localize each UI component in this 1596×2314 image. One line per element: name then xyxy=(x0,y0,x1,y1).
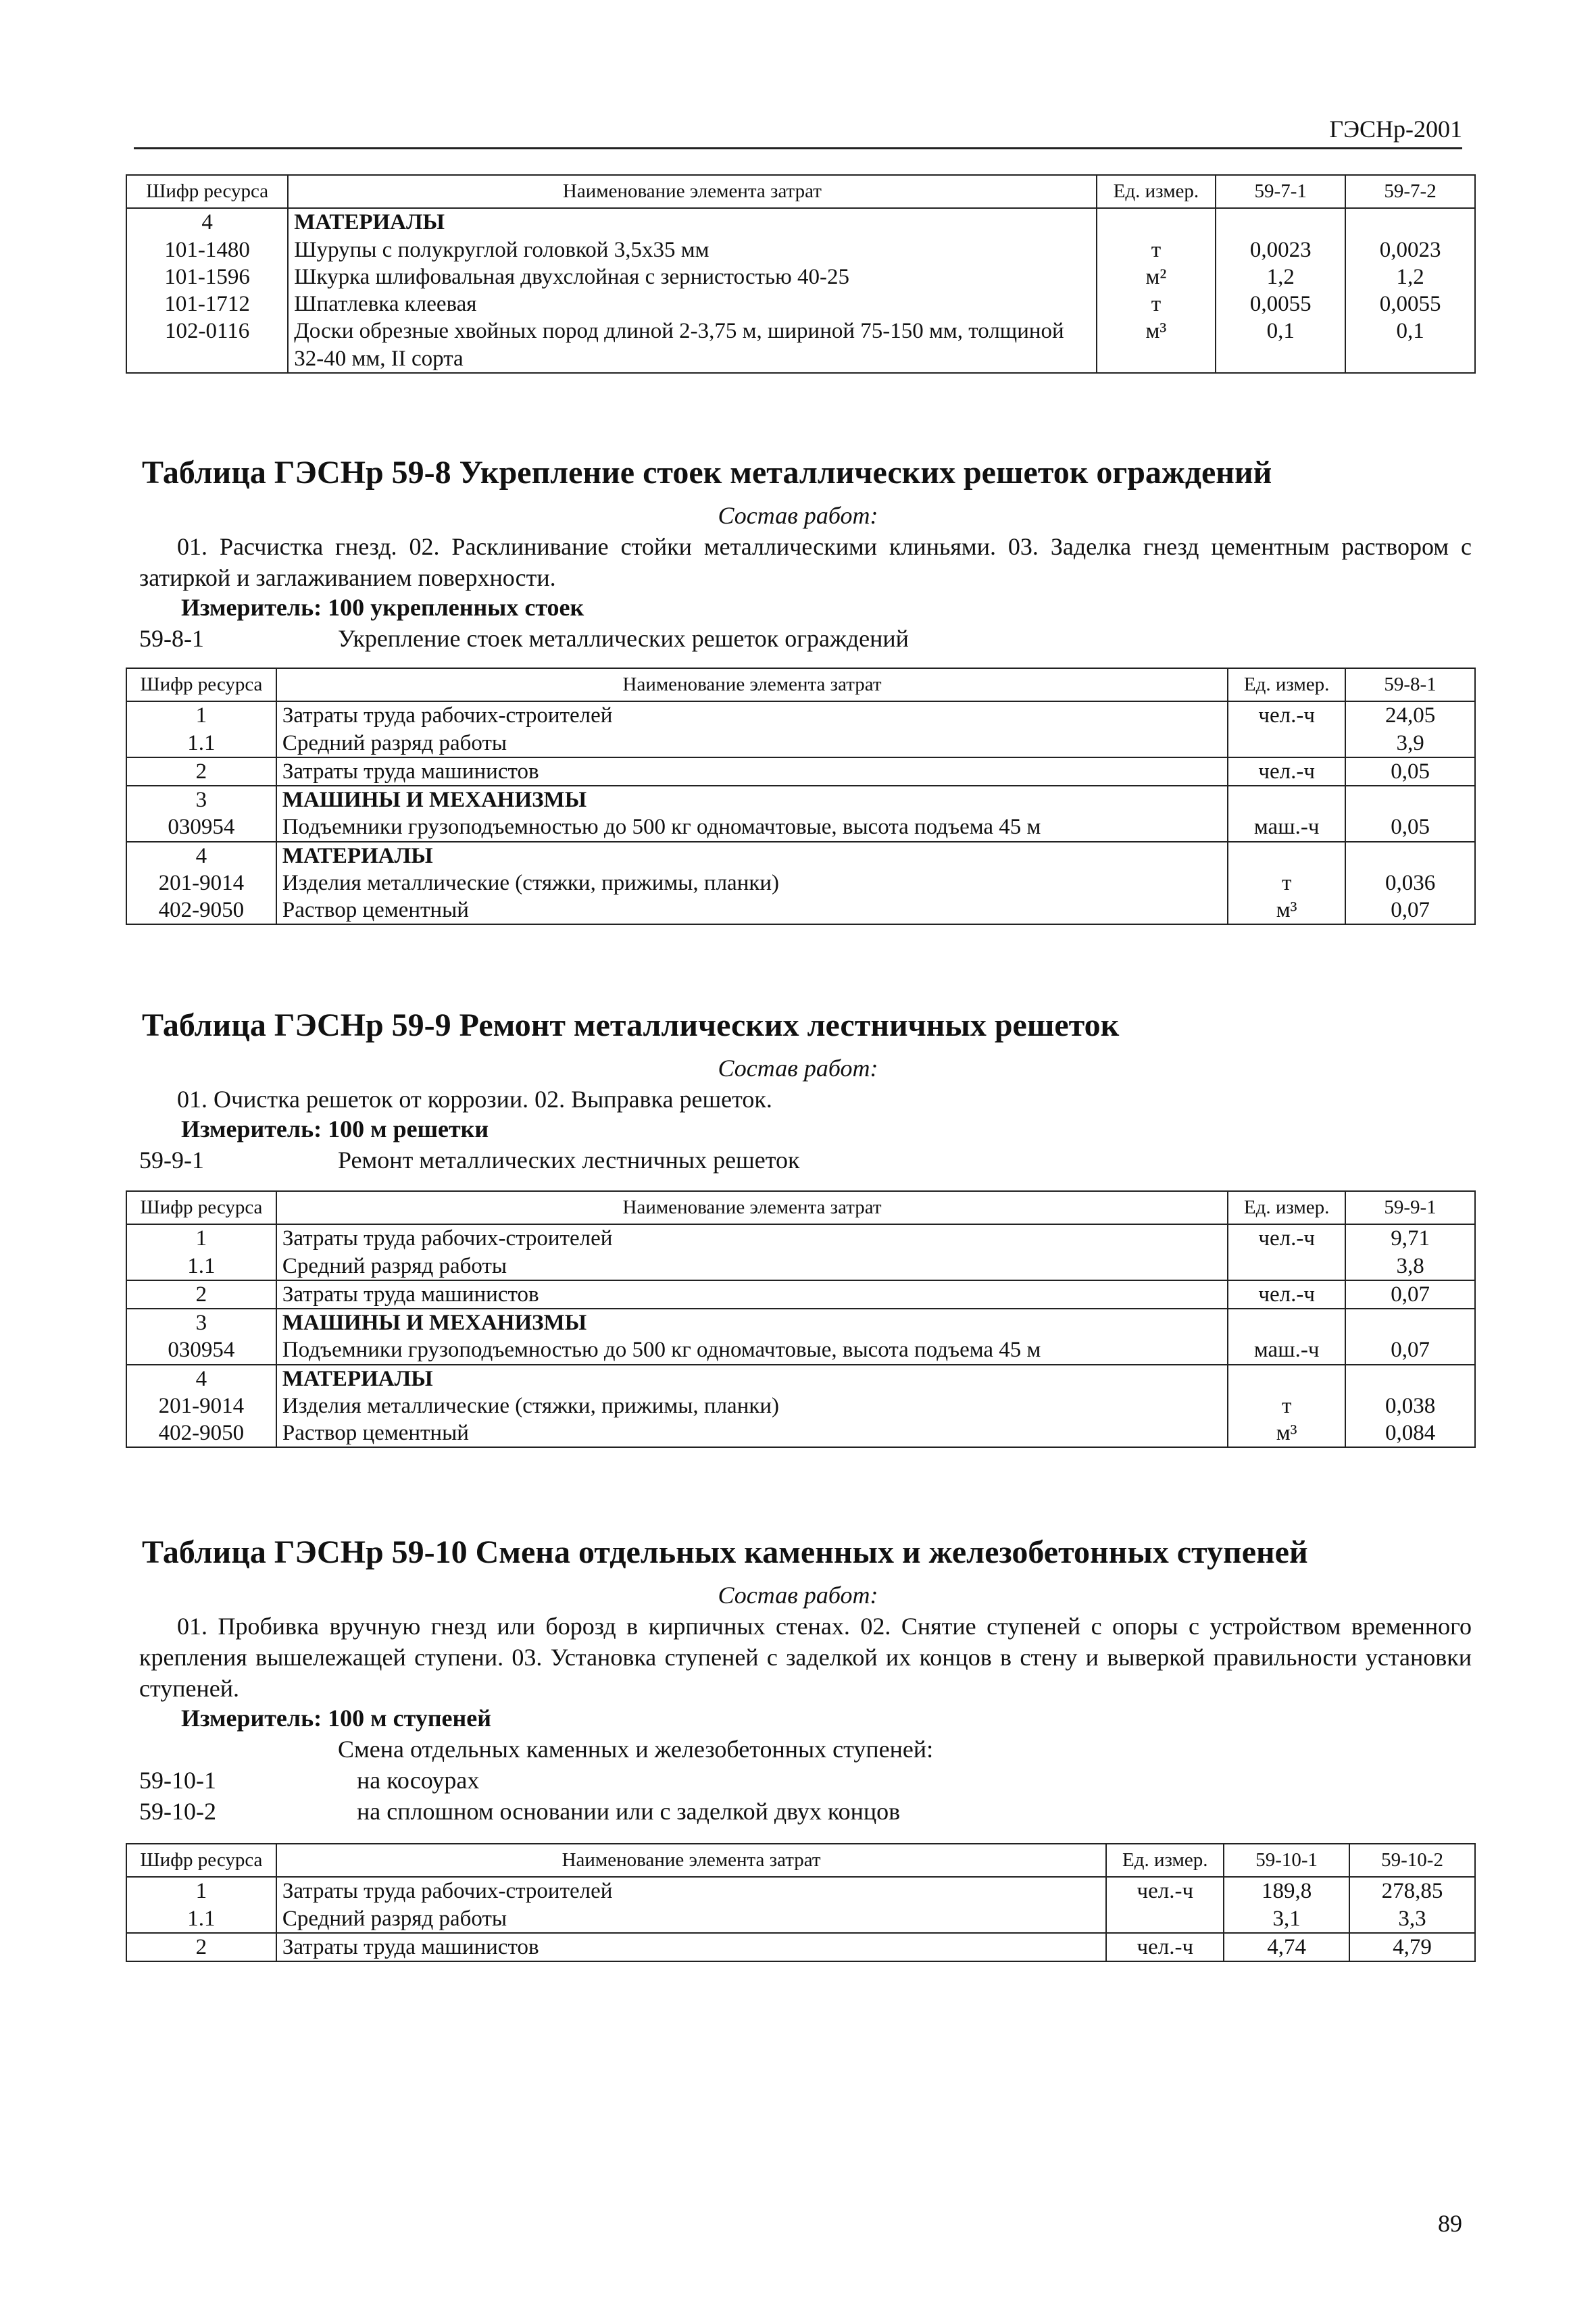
table-59-10 xyxy=(126,1843,1476,1962)
col-header-unit: Ед. измер. xyxy=(1228,1191,1345,1224)
col-header-59-9-1: 59-9-1 xyxy=(1345,1191,1475,1224)
cell-name: Затраты труда рабочих-строителей xyxy=(276,701,1228,729)
col-header-code: Шифр ресурса xyxy=(126,1844,276,1877)
cell-unit: чел.-ч xyxy=(1228,1280,1345,1309)
work-composition-label: Состав работ: xyxy=(718,1582,878,1609)
cell-code: 2 xyxy=(126,1280,276,1309)
table-header-row xyxy=(126,668,1475,701)
norm-description: Ремонт металлических лестничных решеток xyxy=(338,1147,800,1174)
cell-name: Затраты труда машинистов xyxy=(276,1280,1228,1309)
cell-name: Изделия металлические (стяжки, прижимы, планки) xyxy=(276,1392,1228,1419)
table-row xyxy=(126,1336,1475,1364)
table-row xyxy=(126,813,1475,841)
norm-description: на косоурах xyxy=(357,1767,480,1794)
cell-unit xyxy=(1228,1309,1345,1336)
table-row xyxy=(126,757,1475,786)
table-row xyxy=(126,730,1475,757)
cell-value: 0,07 xyxy=(1345,897,1475,924)
section-title-59-9: Таблица ГЭСНр 59-9 Ремонт металлических лестничных решеток xyxy=(142,1007,1120,1043)
cell-value: 24,05 xyxy=(1345,701,1475,729)
cell-value xyxy=(1216,208,1345,236)
col-header-unit: Ед. измер. xyxy=(1106,1844,1224,1877)
cell-unit: м² xyxy=(1097,263,1216,291)
cell-unit xyxy=(1228,730,1345,757)
table-row xyxy=(126,263,1475,291)
cell-unit: т xyxy=(1097,291,1216,318)
cell-value: 1,2 xyxy=(1216,263,1345,291)
cell-code: 102-0116 xyxy=(126,318,288,373)
cell-value: 0,1 xyxy=(1216,318,1345,373)
cell-value xyxy=(1345,1365,1475,1392)
cell-code: 1.1 xyxy=(126,1253,276,1280)
cell-unit xyxy=(1106,1905,1224,1933)
cell-value: 0,05 xyxy=(1345,757,1475,786)
cell-value: 0,038 xyxy=(1345,1392,1475,1419)
cell-code: 3 xyxy=(126,1309,276,1336)
col-header-name: Наименование элемента затрат xyxy=(276,668,1228,701)
cell-unit xyxy=(1228,1365,1345,1392)
cell-unit: т xyxy=(1228,1392,1345,1419)
cell-value: 3,3 xyxy=(1349,1905,1475,1933)
cell-unit: чел.-ч xyxy=(1228,757,1345,786)
cell-unit: т xyxy=(1228,870,1345,897)
cell-unit: м³ xyxy=(1228,1419,1345,1447)
cell-name: Подъемники грузоподъемностью до 500 кг одномачтовые, высота подъема 45 м xyxy=(276,813,1228,841)
cell-value xyxy=(1345,208,1475,236)
cell-code: 3 xyxy=(126,786,276,813)
table-row xyxy=(126,236,1475,263)
section-title-59-10: Таблица ГЭСНр 59-10 Смена отдельных каменных и железобетонных ступеней xyxy=(142,1534,1308,1570)
cell-unit xyxy=(1228,786,1345,813)
norm-description: на сплошном основании или с заделкой двух концов xyxy=(357,1798,901,1825)
table-row xyxy=(126,291,1475,318)
measure-unit: Измеритель: 100 укрепленных стоек xyxy=(181,594,584,621)
table-row xyxy=(126,1877,1475,1905)
cell-unit: маш.-ч xyxy=(1228,1336,1345,1364)
cell-code: 030954 xyxy=(126,1336,276,1364)
table-59-9 xyxy=(126,1190,1476,1448)
cell-value: 189,8 xyxy=(1224,1877,1349,1905)
cell-name: Затраты труда машинистов xyxy=(276,1933,1107,1961)
cell-value: 9,71 xyxy=(1345,1224,1475,1252)
work-composition-label: Состав работ: xyxy=(718,502,878,529)
table-row xyxy=(126,786,1475,813)
cell-unit: м³ xyxy=(1228,897,1345,924)
cell-value: 3,8 xyxy=(1345,1253,1475,1280)
cell-value: 278,85 xyxy=(1349,1877,1475,1905)
cell-code: 2 xyxy=(126,1933,276,1961)
cell-unit: маш.-ч xyxy=(1228,813,1345,841)
norm-code: 59-10-2 xyxy=(139,1798,216,1825)
cell-name: МАШИНЫ И МЕХАНИЗМЫ xyxy=(276,1309,1228,1336)
table-59-7-continuation xyxy=(126,174,1476,374)
col-header-59-10-2: 59-10-2 xyxy=(1349,1844,1475,1877)
cell-name: Изделия металлические (стяжки, прижимы, планки) xyxy=(276,870,1228,897)
cell-value: 0,0023 xyxy=(1345,236,1475,263)
cell-value: 1,2 xyxy=(1345,263,1475,291)
col-header-unit: Ед. измер. xyxy=(1228,668,1345,701)
table-row xyxy=(126,1309,1475,1336)
table-header-row xyxy=(126,175,1475,208)
cell-code: 2 xyxy=(126,757,276,786)
cell-code: 201-9014 xyxy=(126,1392,276,1419)
cell-unit: т xyxy=(1097,236,1216,263)
cell-value: 0,0055 xyxy=(1216,291,1345,318)
table-row xyxy=(126,318,1475,373)
cell-code: 402-9050 xyxy=(126,1419,276,1447)
cell-name: Шкурка шлифовальная двухслойная с зернистостью 40-25 xyxy=(288,263,1096,291)
cell-code: 101-1712 xyxy=(126,291,288,318)
cell-code: 4 xyxy=(126,842,276,870)
table-row xyxy=(126,870,1475,897)
cell-name: Раствор цементный xyxy=(276,897,1228,924)
cell-code: 101-1596 xyxy=(126,263,288,291)
table-row xyxy=(126,1905,1475,1933)
cell-name: МАТЕРИАЛЫ xyxy=(276,1365,1228,1392)
cell-unit: чел.-ч xyxy=(1106,1877,1224,1905)
norm-description: Укрепление стоек металлических решеток ограждений xyxy=(338,625,909,652)
cell-code: 4 xyxy=(126,1365,276,1392)
cell-code: 402-9050 xyxy=(126,897,276,924)
table-header-row xyxy=(126,1191,1475,1224)
cell-unit xyxy=(1228,842,1345,870)
cell-name: МАТЕРИАЛЫ xyxy=(276,842,1228,870)
cell-value: 4,74 xyxy=(1224,1933,1349,1961)
table-header-row xyxy=(126,1844,1475,1877)
col-header-name: Наименование элемента затрат xyxy=(276,1191,1228,1224)
table-row xyxy=(126,1224,1475,1252)
col-header-unit: Ед. измер. xyxy=(1097,175,1216,208)
page-number: 89 xyxy=(1438,2210,1462,2237)
col-header-name: Наименование элемента затрат xyxy=(276,1844,1107,1877)
cell-code: 1.1 xyxy=(126,730,276,757)
cell-name: МАШИНЫ И МЕХАНИЗМЫ xyxy=(276,786,1228,813)
table-row xyxy=(126,1419,1475,1447)
work-composition-text: 01. Очистка решеток от коррозии. 02. Выправка решеток. xyxy=(177,1086,772,1113)
cell-name: Шпатлевка клеевая xyxy=(288,291,1096,318)
table-row xyxy=(126,208,1475,236)
table-row xyxy=(126,842,1475,870)
col-header-59-8-1: 59-8-1 xyxy=(1345,668,1475,701)
cell-value: 4,79 xyxy=(1349,1933,1475,1961)
table-59-8 xyxy=(126,668,1476,925)
cell-code: 101-1480 xyxy=(126,236,288,263)
cell-unit: чел.-ч xyxy=(1228,1224,1345,1252)
cell-unit xyxy=(1228,1253,1345,1280)
cell-name: Шурупы с полукруглой головкой 3,5х35 мм xyxy=(288,236,1096,263)
table-row xyxy=(126,897,1475,924)
col-header-59-10-1: 59-10-1 xyxy=(1224,1844,1349,1877)
norm-code: 59-9-1 xyxy=(139,1147,204,1174)
cell-code: 4 xyxy=(126,208,288,236)
cell-name: Средний разряд работы xyxy=(276,1253,1228,1280)
cell-unit: чел.-ч xyxy=(1228,701,1345,729)
col-header-code: Шифр ресурса xyxy=(126,175,288,208)
cell-name: Доски обрезные хвойных пород длиной 2-3,75 м, шириной 75-150 мм, толщиной 32-40 мм, II сорта xyxy=(288,318,1096,373)
cell-name: Затраты труда рабочих-строителей xyxy=(276,1224,1228,1252)
table-row xyxy=(126,1392,1475,1419)
cell-unit xyxy=(1097,208,1216,236)
table-row xyxy=(126,1933,1475,1961)
cell-code: 1 xyxy=(126,1224,276,1252)
cell-code: 1 xyxy=(126,701,276,729)
section-title-59-8: Таблица ГЭСНр 59-8 Укрепление стоек металлических решеток ограждений xyxy=(142,455,1272,491)
cell-value: 0,036 xyxy=(1345,870,1475,897)
cell-code: 030954 xyxy=(126,813,276,841)
cell-value: 0,07 xyxy=(1345,1336,1475,1364)
cell-unit: чел.-ч xyxy=(1106,1933,1224,1961)
cell-value xyxy=(1345,1309,1475,1336)
work-composition-label: Состав работ: xyxy=(718,1055,878,1082)
cell-value: 0,0023 xyxy=(1216,236,1345,263)
cell-value: 0,0055 xyxy=(1345,291,1475,318)
table-row xyxy=(126,1253,1475,1280)
header-rule xyxy=(134,147,1462,149)
table-row xyxy=(126,1280,1475,1309)
work-composition-text: 01. Расчистка гнезд. 02. Расклинивание стойки металлическими клиньями. 03. Заделка гнезд цементным раствором с затиркой и заглаживанием поверхности. xyxy=(139,533,1472,591)
table-row xyxy=(126,701,1475,729)
col-header-59-7-2: 59-7-2 xyxy=(1345,175,1475,208)
cell-unit: м³ xyxy=(1097,318,1216,373)
cell-value: 0,07 xyxy=(1345,1280,1475,1309)
cell-code: 1.1 xyxy=(126,1905,276,1933)
cell-value: 3,9 xyxy=(1345,730,1475,757)
cell-value: 0,05 xyxy=(1345,813,1475,841)
cell-name: Средний разряд работы xyxy=(276,1905,1107,1933)
cell-name: Затраты труда рабочих-строителей xyxy=(276,1877,1107,1905)
cell-code: 201-9014 xyxy=(126,870,276,897)
col-header-name: Наименование элемента затрат xyxy=(288,175,1096,208)
cell-name: Подъемники грузоподъемностью до 500 кг одномачтовые, высота подъема 45 м xyxy=(276,1336,1228,1364)
cell-name: Средний разряд работы xyxy=(276,730,1228,757)
table-row xyxy=(126,1365,1475,1392)
norm-group-description: Смена отдельных каменных и железобетонных ступеней: xyxy=(338,1736,934,1763)
cell-name: Раствор цементный xyxy=(276,1419,1228,1447)
cell-value xyxy=(1345,842,1475,870)
measure-unit: Измеритель: 100 м решетки xyxy=(181,1115,489,1142)
document-code: ГЭСНр-2001 xyxy=(1329,116,1462,143)
cell-value xyxy=(1345,786,1475,813)
norm-code: 59-8-1 xyxy=(139,625,204,652)
cell-value: 0,084 xyxy=(1345,1419,1475,1447)
measure-unit: Измеритель: 100 м ступеней xyxy=(181,1705,491,1732)
cell-value: 0,1 xyxy=(1345,318,1475,373)
cell-name: Затраты труда машинистов xyxy=(276,757,1228,786)
col-header-code: Шифр ресурса xyxy=(126,668,276,701)
cell-name: МАТЕРИАЛЫ xyxy=(288,208,1096,236)
work-composition-text: 01. Пробивка вручную гнезд или борозд в кирпичных стенах. 02. Снятие ступеней с опоры с устройством временного крепления вышележащей ступени. 03. Установка ступеней с заделкой их концов в стену и выверкой правильности установки ступеней. xyxy=(139,1613,1472,1702)
cell-value: 3,1 xyxy=(1224,1905,1349,1933)
col-header-59-7-1: 59-7-1 xyxy=(1216,175,1345,208)
norm-code: 59-10-1 xyxy=(139,1767,216,1794)
cell-code: 1 xyxy=(126,1877,276,1905)
col-header-code: Шифр ресурса xyxy=(126,1191,276,1224)
